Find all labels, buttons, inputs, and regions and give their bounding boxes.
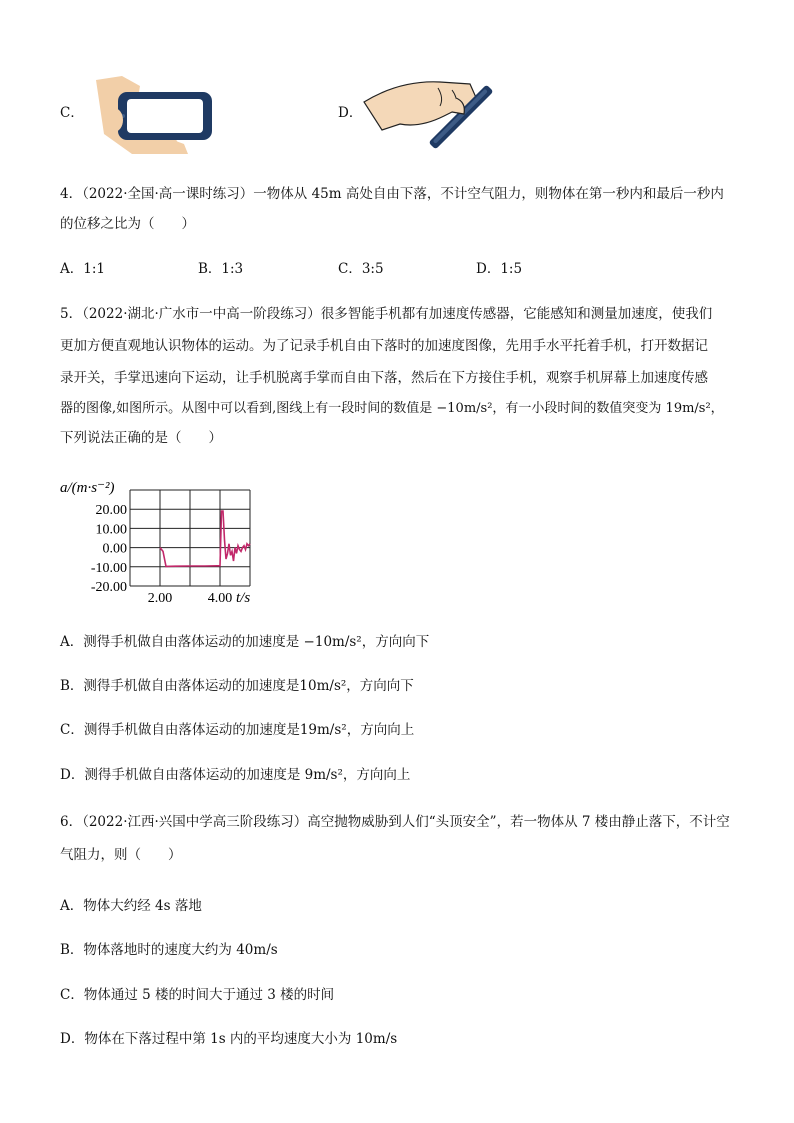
chart-x-ticks (148, 591, 233, 606)
acceleration-chart (58, 474, 268, 609)
chart-y-tick-label: -20.00 (90, 580, 127, 595)
q6-option-c: C．物体通过 5 楼的时间大于通过 3 楼的时间 (60, 987, 335, 1003)
q5-stem-line-4: 器的图像,如图所示。从图中可以看到,图线上有一段时间的数值是 −10m/s²，有一小段时间的数值突变为 19m/s²， (60, 401, 724, 416)
q6-option-d: D．物体在下落过程中第 1s 内的平均速度大小为 10m/s (60, 1031, 398, 1047)
q4-stem-line-1: 4．（2022·全国·高一课时练习）一物体从 45m 高处自由下落，不计空气阻力，则物体在第一秒内和最后一秒内 (60, 186, 724, 202)
chart-series-line (160, 511, 250, 566)
q6-option-b: B．物体落地时的速度大约为 40m/s (60, 942, 278, 958)
chart-x-tick-label: 4.00 (207, 591, 233, 606)
chart-y-tick-label: 10.00 (95, 522, 127, 538)
q4-option-c: C．3:5 (338, 261, 384, 277)
q5-option-c: C．测得手机做自由落体运动的加速度是19m/s²，方向向上 (60, 722, 415, 738)
chart-grid (130, 490, 250, 586)
q4-stem-line-2: 的位移之比为（ ） (60, 216, 195, 232)
chart-y-tick-label: -10.00 (90, 560, 127, 576)
chart-y-tick-label: 20.00 (95, 503, 127, 519)
q5-stem-line-2: 更加方便直观地认识物体的运动。为了记录手机自由下落时的加速度图像，先用手水平托着手机，打开数据记 (60, 338, 708, 354)
q5-option-d: D．测得手机做自由落体运动的加速度是 9m/s²，方向向上 (60, 767, 411, 783)
q6-stem-line-1: 6．（2022·江西·兴国中学高三阶段练习）高空抛物威胁到人们“头顶安全”，若一物体从 7 楼由静止落下，不计空 (60, 814, 730, 830)
q5-stem-line-5: 下列说法正确的是（ ） (60, 430, 222, 446)
chart-y-tick-label: 0.00 (102, 541, 127, 557)
option-c-label: C． (60, 105, 84, 121)
q5-option-b: B．测得手机做自由落体运动的加速度是10m/s²，方向向下 (60, 678, 414, 694)
q4-option-b: B．1:3 (198, 261, 244, 277)
hand-pinching-phone-image (360, 72, 500, 154)
q5-option-a: A．测得手机做自由落体运动的加速度是 −10m/s²，方向向下 (60, 634, 430, 650)
chart-y-ticks (91, 503, 127, 595)
hand-holding-phone-image (92, 74, 217, 156)
q4-option-d: D．1:5 (476, 261, 523, 277)
q5-stem-line-1: 5．（2022·湖北·广水市一中高一阶段练习）很多智能手机都有加速度传感器，它能感知和测量加速度，使我们 (60, 306, 713, 322)
chart-y-axis-label: a/(m·s⁻²) (60, 480, 115, 496)
chart-x-axis-label: t/s (236, 590, 251, 606)
option-d-label: D． (338, 105, 363, 121)
q5-stem-line-3: 录开关，手掌迅速向下运动，让手机脱离手掌而自由下落，然后在下方接住手机，观察手机屏幕上加速度传感 (60, 370, 708, 386)
q6-option-a: A．物体大约经 4s 落地 (60, 898, 202, 914)
q4-option-a: A．1:1 (60, 261, 105, 277)
q6-stem-line-2: 气阻力，则（ ） (60, 847, 182, 863)
chart-x-tick-label: 2.00 (147, 591, 173, 606)
